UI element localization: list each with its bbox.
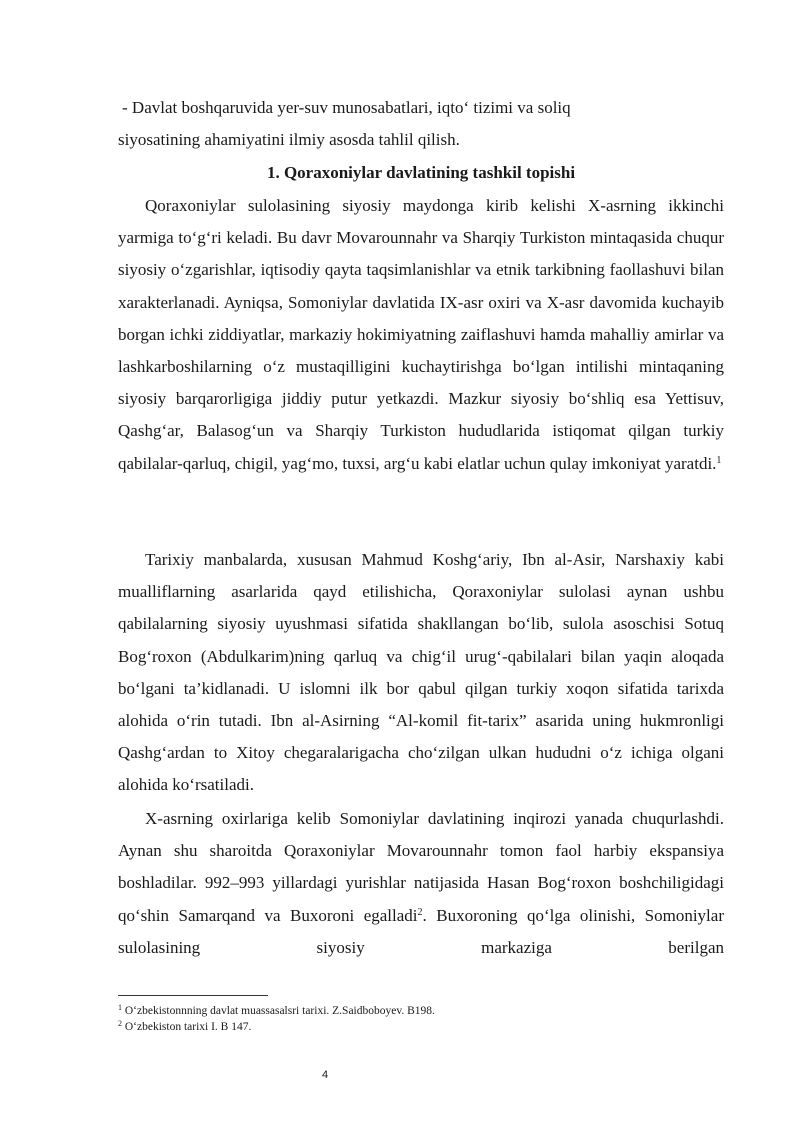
footnote-1 xyxy=(118,1003,435,1019)
footnote-ref-1: 1 xyxy=(716,454,722,466)
paragraph-2-text: Tarixiy manbalarda, xususan Mahmud Koshg‘ariy, Ibn al-Asir, Narshaxiy kabi mualliflarning asarlarida qayd etilishicha, Qoraxoniylar sulolasi aynan ushbu qabilalarning siyosiy uyushmasi sifatida shakllangan bo‘lib, sulola asoschisi Sotuq Bog‘roxon (Abdulkarim)ning qarluq va chig‘il urug‘-qabilalari bilan yaqin aloqada bo‘lgani ta’kidlanadi. U islomni ilk bor qabul qilgan turkiy xoqon sifatida tarixda alohida o‘rin tutadi. Ibn al-Asirning “Al-komil fit-tarix” asarida uning hukmronligi Qashg‘ardan to Xitoy chegaralarigacha cho‘zilgan ulkan hududni o‘z ichiga olgani alohida ko‘rsatiladi. xyxy=(118,550,724,795)
paragraph-1 xyxy=(118,190,724,480)
footnote-1-text: O‘zbekistonnning davlat muassasalsri tarixi. Z.Saidboboyev. B198. xyxy=(124,1005,435,1017)
paragraph-3-text-before: X-asrning oxirlariga kelib Somoniylar davlatining inqirozi yanada chuqurlashdi. Aynan shu sharoitda Qoraxoniylar Movarounnahr tomon faol harbiy ekspansiya boshladilar. 992–993 yillardagi yurishlar natijasida Hasan Bog‘roxon boshchiligidagi qo‘shin Samarqand va Buxoroni egalladi xyxy=(118,809,724,925)
section-heading: 1. Qoraxoniylar davlatining tashkil topishi xyxy=(266,163,576,182)
page-number: 4 xyxy=(321,1069,329,1081)
footnote-2 xyxy=(118,1019,251,1035)
paragraph-2 xyxy=(118,544,724,802)
footnote-2-number: 2 xyxy=(118,1019,122,1028)
paragraph-1-text: Qoraxoniylar sulolasining siyosiy maydonga kirib kelishi X-asrning ikkinchi yarmiga to‘g‘ri keladi. Bu davr Movarounnahr va Sharqiy Turkiston mintaqasida chuqur siyosiy o‘zgarishlar, iqtisodiy qayta taqsimlanishlar va etnik tarkibning faollashuvi bilan xarakterlanadi. Ayniqsa, Somoniylar davlatida IX-asr oxiri va X-asr davomida kuchayib borgan ichki ziddiyatlar, markaziy hokimiyatning zaiflashuvi hamda mahalliy amirlar va lashkarboshilarning o‘z mustaqilligini kuchaytirishga bo‘lgan intilishi mintaqaning siyosiy barqarorligiga jiddiy putur yetkazdi. Mazkur siyosiy bo‘shliq esa Yettisuv, Qashg‘ar, Balasog‘un va Sharqiy Turkiston hududlarida istiqomat qilgan turkiy qabilalar-qarluq, chigil, yag‘mo, tuxsi, arg‘u kabi elatlar uchun qulay imkoniyat yaratdi. xyxy=(118,196,724,473)
intro-bullet-line-1: - Davlat boshqaruvida yer-suv munosabatlari, iqto‘ tizimi va soliq xyxy=(122,98,571,117)
intro-bullet xyxy=(118,92,724,156)
paragraph-3-text-after: . Buxoroning qo‘lga olinishi, Somoniylar sulolasining siyosiy markaziga berilgan xyxy=(118,905,724,957)
paragraph-3 xyxy=(118,803,724,964)
footnote-separator xyxy=(118,995,268,996)
footnote-ref-2: 2 xyxy=(417,906,423,918)
intro-bullet-line-2: siyosatining ahamiyatini ilmiy asosda tahlil qilish. xyxy=(118,130,460,149)
footnote-2-text: O‘zbekiston tarixi I. B 147. xyxy=(124,1021,252,1033)
footnote-1-number: 1 xyxy=(118,1003,122,1012)
